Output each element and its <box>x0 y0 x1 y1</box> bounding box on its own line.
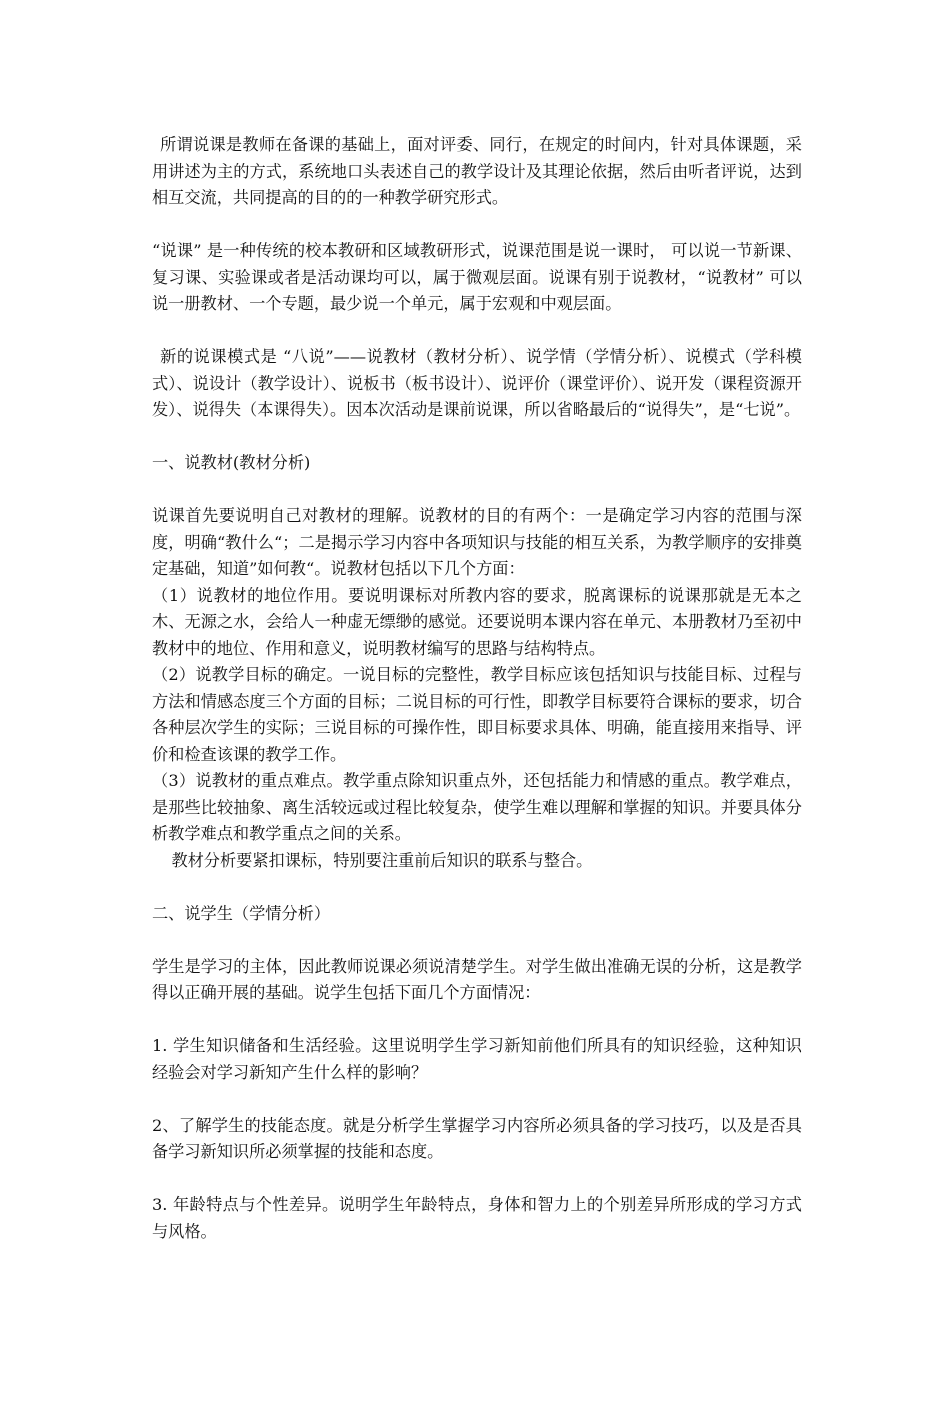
textbook-item-3: （3）说教材的重点难点。教学重点除知识重点外，还包括能力和情感的重点。教学难点，是那些比较抽象、离生活较远或过程比较复杂，使学生难以理解和掌握的知识。并要具体分析教学难点和教学重点之间的关系。 <box>152 771 802 843</box>
intro-paragraph: 所谓说课是教师在备课的基础上，面对评委、同行，在规定的时间内，针对具体课题，采用讲述为主的方式，系统地口头表述自己的教学设计及其理论依据，然后由听者评说，达到相互交流，共同提高的目的的一种教学研究形式。 <box>152 135 802 207</box>
students-item-2: 2、了解学生的技能态度。就是分析学生掌握学习内容所必须具备的学习技巧，以及是否具备学习新知识所必须掌握的技能和态度。 <box>152 1115 802 1161</box>
document-body <box>152 132 802 1245</box>
paragraph-gap <box>152 318 802 345</box>
paragraph-gap <box>152 1166 802 1193</box>
textbook-note: 教材分析要紧扣课标，特别要注重前后知识的联系与整合。 <box>171 850 593 870</box>
definition-paragraph: “说课” 是一种传统的校本教研和区域教研形式，说课范围是说一课时， 可以说一节新课、复习课、实验课或者是活动课均可以，属于微观层面。说课有别于说教材，“说教材” 可以说一册教材、一个专题，最少说一个单元，属于宏观和中观层面。 <box>152 241 802 313</box>
students-item-3: 3. 年龄特点与个性差异。说明学生年龄特点，身体和智力上的个别差异所形成的学习方式与风格。 <box>152 1195 802 1241</box>
paragraph-gap <box>152 874 802 901</box>
paragraph-gap <box>152 1086 802 1113</box>
paragraph-gap <box>152 927 802 954</box>
paragraph-gap <box>152 424 802 451</box>
students-intro-paragraph: 学生是学习的主体，因此教师说课必须说清楚学生。对学生做出准确无误的分析，这是教学得以正确开展的基础。说学生包括下面几个方面情况： <box>152 956 802 1002</box>
paragraph-gap <box>152 1007 802 1034</box>
paragraph-gap <box>152 212 802 239</box>
students-item-1: 1. 学生知识储备和生活经验。这里说明学生学习新知前他们所具有的知识经验，这种知识经验会对学习新知产生什么样的影响？ <box>152 1036 802 1082</box>
paragraph-gap <box>152 477 802 504</box>
textbook-item-1: （1）说教材的地位作用。要说明课标对所教内容的要求，脱离课标的说课那就是无本之木、无源之水，会给人一种虚无缥缈的感觉。还要说明本课内容在单元、本册教材乃至初中教材中的地位、作用和意义，说明教材编写的思路与结构特点。 <box>152 585 802 658</box>
mode-paragraph: 新的说课模式是 “八说”——说教材（教材分析）、说学情（学情分析）、说模式（学科模式）、说设计（教学设计）、说板书（板书设计）、说评价（课堂评价）、说开发（课程资源开发）、说得失（本课得失）。因本次活动是课前说课，所以省略最后的“说得失”，是“七说”。 <box>152 347 802 419</box>
section-heading-textbook: 一、说教材(教材分析) <box>152 453 311 472</box>
textbook-item-2: （2）说教学目标的确定。一说目标的完整性，教学目标应该包括知识与技能目标、过程与方法和情感态度三个方面的目标；二说目标的可行性，即教学目标要符合课标的要求，切合各种层次学生的实际；三说目标的可操作性，即目标要求具体、明确，能直接用来指导、评价和检查该课的教学工作。 <box>152 665 802 764</box>
textbook-intro-paragraph: 说课首先要说明自己对教材的理解。说教材的目的有两个：一是确定学习内容的范围与深度，明确“教什么“；二是揭示学习内容中各项知识与技能的相互关系，为教学顺序的安排奠定基础，知道”如何教“。说教材包括以下几个方面： <box>152 506 802 578</box>
section-heading-students: 二、说学生（学情分析） <box>152 903 331 923</box>
